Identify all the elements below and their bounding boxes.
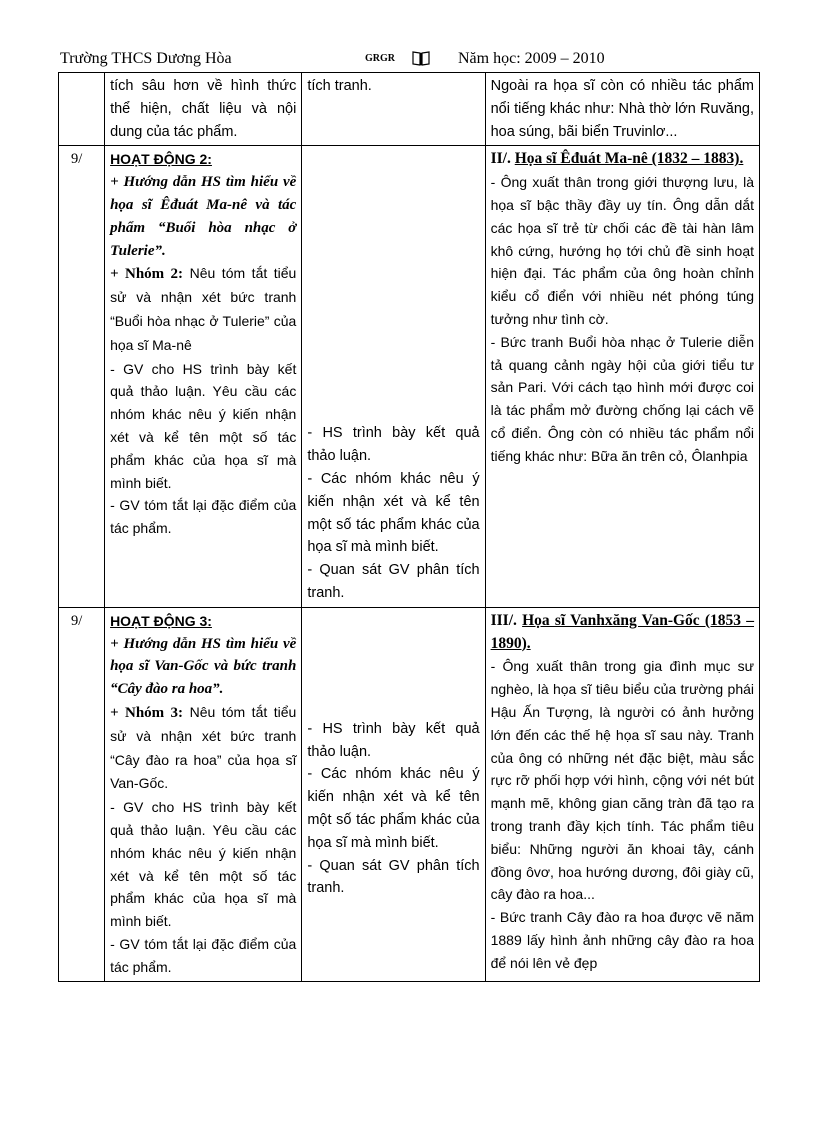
teacher-step: - GV tóm tắt lại đặc điểm của tác phẩm. bbox=[110, 935, 297, 975]
lesson-plan-table bbox=[58, 72, 760, 982]
teacher-text: tích sâu hơn về hình thức thể hiện, chất liệu và nội dung của tác phẩm. bbox=[110, 78, 297, 140]
group-label: + Nhóm 3: bbox=[110, 704, 184, 721]
table-row bbox=[59, 73, 760, 146]
teacher-activity-cell bbox=[105, 607, 302, 981]
time-cell bbox=[59, 73, 105, 146]
student-text: tích tranh. bbox=[307, 78, 372, 94]
content-text: - Ông xuất thân trong giới thượng lưu, là họa sĩ bậc thầy đầy uy tín. Ông dẫn dắt các họa sĩ trẻ từ chối các đề tài hàn lâm khô cứng, hướng họ tới chủ đề sinh hoạt hiện đại. Tác phẩm của ông hoàn chỉnh kiểu cổ điển với nhiều nét phóng túng tưởng như tình cờ. bbox=[490, 174, 754, 327]
student-step: - Quan sát GV phân tích tranh. bbox=[307, 562, 480, 601]
group-label: + Nhóm 2: bbox=[110, 266, 184, 283]
content-cell bbox=[485, 146, 759, 607]
section-title: Họa sĩ Êđuát Ma-nê (1832 – 1883). bbox=[514, 150, 744, 168]
section-title: Họa sĩ Vanhxăng Van-Gốc (1853 – 1890). bbox=[490, 611, 755, 652]
group-task: Nêu tóm tắt tiểu sử và nhận xét bức tranh “Buổi hòa nhạc ở Tulerie” của họa sĩ Ma-nê bbox=[110, 265, 297, 353]
guide-text: + Hướng dẫn HS tìm hiểu về họa sĩ Êđuát Ma-nê và tác phẩm “Buổi hòa nhạc ở Tulerie”. bbox=[110, 174, 297, 259]
table-row bbox=[59, 146, 760, 607]
table-row bbox=[59, 607, 760, 981]
teacher-step: - GV cho HS trình bày kết quả thảo luận. Yêu cầu các nhóm khác nêu ý kiến nhận xét và kể tên một số tác phẩm khác của họa sĩ mà mình biết. bbox=[110, 799, 297, 930]
activity-heading: HOẠT ĐỘNG 3: bbox=[110, 612, 212, 629]
student-activity-cell bbox=[302, 146, 485, 607]
teacher-activity-cell bbox=[105, 146, 302, 607]
teacher-step: - GV cho HS trình bày kết quả thảo luận. Yêu cầu các nhóm khác nêu ý kiến nhận xét và kể tên một số tác phẩm khác của họa sĩ mà mình biết. bbox=[110, 360, 297, 491]
content-text: - Bức tranh Cây đào ra hoa được vẽ năm 1889 lấy hình ảnh những cây đào ra hoa để nói lên vẻ đẹp bbox=[490, 909, 754, 971]
time-cell: 9/ bbox=[59, 146, 105, 607]
content-text: Ngoài ra họa sĩ còn có nhiều tác phẩm nổi tiếng khác như: Nhà thờ lớn Ruvăng, hoa súng, bãi biển Truvinlơ... bbox=[490, 78, 754, 140]
book-icon bbox=[412, 50, 430, 66]
page-header bbox=[60, 50, 760, 72]
section-heading bbox=[491, 148, 754, 171]
group-task: Nêu tóm tắt tiểu sử và nhận xét bức tranh “Cây đào ra hoa” của họa sĩ Van-Gốc. bbox=[110, 703, 297, 792]
section-heading bbox=[491, 610, 754, 656]
section-number: III/. bbox=[490, 611, 523, 629]
school-name: Trường THCS Dương Hòa bbox=[60, 50, 232, 67]
student-step: - Quan sát GV phân tích tranh. bbox=[307, 857, 480, 897]
guide-text: + Hướng dẫn HS tìm hiểu về họa sĩ Van-Gốc và bức tranh “Cây đào ra hoa”. bbox=[110, 635, 297, 698]
content-cell bbox=[485, 607, 759, 981]
student-activity-cell bbox=[302, 607, 485, 981]
time-cell: 9/ bbox=[59, 607, 105, 981]
section-number: II/. bbox=[490, 150, 515, 168]
content-text: - Bức tranh Buổi hòa nhạc ở Tulerie diễn tả quang cảnh ngày hội của giới tiểu tư sản Pari. Với cách tạo hình mới được coi là tác phẩm mở đường chống lại cách vẽ cổ điển. Ông còn có nhiều tác phẩm nổi tiếng khác như: Bữa ăn trên cỏ, Ôlanhpia bbox=[490, 333, 754, 464]
content-text: - Ông xuất thân trong gia đình mục sư nghèo, là họa sĩ tiêu biểu của trường phái Hậu Ấn Tượng, là người có ảnh hưởng lớn đến các thế hệ họa sĩ sau này. Tranh của ông có những nét đặc biệt, màu sắc rực rỡ phối hợp với hình, cộng với nét bút mạnh mẽ, không gian căng tràn đã tạo ra trong tranh đầy kịch tính. Tác phẩm tiêu biểu: Những người ăn khoai tây, cánh đồng ôvơ, hoa hướng dương, đôi giày cũ, cây đào ra hoa... bbox=[490, 658, 754, 903]
content-cell bbox=[485, 73, 759, 146]
activity-heading: HOẠT ĐỘNG 2: bbox=[110, 151, 212, 168]
student-step: - Các nhóm khác nêu ý kiến nhận xét và kể tên một số tác phẩm khác của họa sĩ mà mình biết. bbox=[307, 470, 480, 556]
teacher-step: - GV tóm tắt lại đặc điểm của tác phẩm. bbox=[110, 497, 297, 537]
ornament-mark: GRGR bbox=[365, 53, 395, 64]
student-step: - HS trình bày kết quả thảo luận. bbox=[307, 425, 480, 465]
student-activity-cell bbox=[302, 73, 485, 146]
student-step: - HS trình bày kết quả thảo luận. bbox=[307, 720, 480, 760]
student-step: - Các nhóm khác nêu ý kiến nhận xét và kể tên một số tác phẩm khác của họa sĩ mà mình biết. bbox=[307, 766, 480, 851]
school-year: Năm học: 2009 – 2010 bbox=[458, 50, 605, 67]
teacher-activity-cell bbox=[105, 73, 302, 146]
